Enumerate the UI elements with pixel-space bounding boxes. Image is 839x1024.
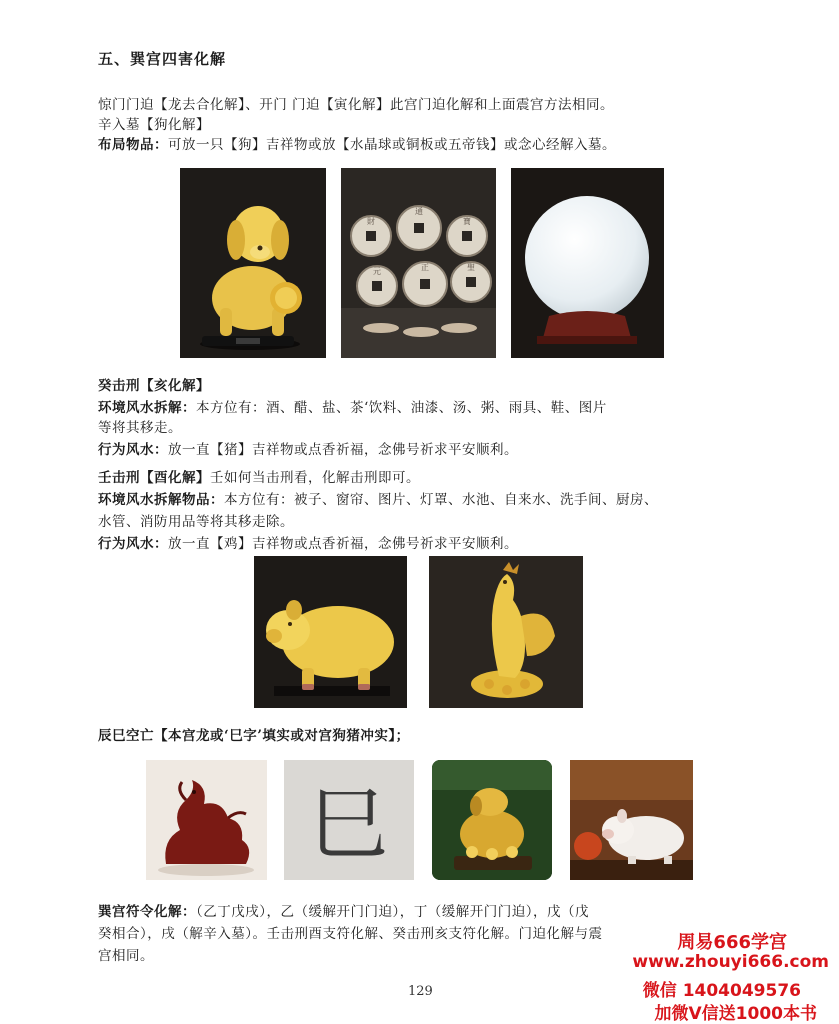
paragraph-line bbox=[98, 532, 518, 552]
label-fuling: 巽宫符令化解： bbox=[98, 904, 196, 920]
paragraph-line: 水管、消防用品等将其移走除。 bbox=[98, 514, 294, 530]
paragraph-line: 癸相合），戌（解辛入墓）。壬击刑酉支符化解、癸击刑亥支符化解。门迫化解与震 bbox=[98, 926, 603, 942]
coins-photo bbox=[341, 168, 496, 358]
label-buju: 布局物品： bbox=[98, 137, 168, 153]
white-pig-photo bbox=[570, 760, 693, 880]
text-fuling: （乙丁戊戌），乙（缓解开门门迫），丁（缓解开门门迫），戊（戊 bbox=[196, 904, 589, 920]
paragraph-line bbox=[98, 900, 589, 920]
coin-char: 財 bbox=[367, 217, 375, 226]
text-act: 放一直【鸡】吉祥物或点香祈福，念佛号祈求平安顺利。 bbox=[168, 536, 518, 552]
label-act: 行为风水： bbox=[98, 442, 168, 458]
si-character-photo bbox=[284, 760, 414, 880]
coin-char: 正 bbox=[421, 263, 429, 272]
text-act: 放一直【猪】吉祥物或点香祈福，念佛号祈求平安顺利。 bbox=[168, 442, 518, 458]
crystal-ball-photo bbox=[511, 168, 664, 358]
si-glyph: 巳 bbox=[308, 778, 388, 871]
paragraph-line bbox=[98, 488, 658, 508]
rooster-figurine-photo bbox=[429, 556, 583, 708]
golden-dog-photo bbox=[432, 760, 552, 880]
dog-figurine-photo bbox=[180, 168, 326, 358]
watermark-line: 周易666学宫 bbox=[677, 932, 787, 953]
ren-title-tail: 壬如何当击刑看，化解击刑即可。 bbox=[210, 470, 420, 486]
paragraph-line bbox=[98, 133, 616, 153]
paragraph-line bbox=[98, 396, 607, 416]
chensi-title: 辰巳空亡【本宫龙或‘巳字’填实或对宫狗猪冲实】； bbox=[98, 728, 410, 744]
red-dragon-photo bbox=[146, 760, 267, 880]
paragraph-line: 宫相同。 bbox=[98, 948, 154, 964]
text-buju: 可放一只【狗】吉祥物或放【水晶球或铜板或五帝钱】或念心经解入墓。 bbox=[168, 137, 616, 153]
paragraph-line: 等将其移走。 bbox=[98, 420, 182, 436]
paragraph-line bbox=[98, 466, 420, 486]
watermark-url: www.zhouyi666.com bbox=[632, 952, 829, 972]
coin-char: 元 bbox=[373, 267, 381, 276]
label-env: 环境风水拆解： bbox=[98, 400, 196, 416]
gui-title: 癸击刑【亥化解】 bbox=[98, 378, 210, 394]
watermark-promo: 加微V信送1000本书 bbox=[654, 1004, 817, 1024]
label-act: 行为风水： bbox=[98, 536, 168, 552]
pig-figurine-photo bbox=[254, 556, 407, 708]
paragraph-line: 辛入墓【狗化解】 bbox=[98, 117, 210, 133]
coin-char: 聖 bbox=[467, 263, 475, 272]
text-env: 本方位有：酒、醋、盐、茶‘饮料、油漆、汤、粥、雨具、鞋、图片 bbox=[196, 400, 607, 416]
watermark-wechat: 微信 1404049576 bbox=[642, 981, 801, 1001]
section-title: 五、巽宫四害化解 bbox=[98, 50, 227, 68]
label-env: 环境风水拆解物品： bbox=[98, 492, 224, 508]
page-number: 129 bbox=[408, 984, 433, 999]
text-env: 本方位有：被子、窗帘、图片、灯罩、水池、自来水、洗手间、厨房、 bbox=[224, 492, 658, 508]
paragraph-line bbox=[98, 438, 518, 458]
paragraph-line: 惊门门迫【龙去合化解】、开门 门迫【寅化解】此宫门迫化解和上面震宫方法相同。 bbox=[98, 97, 615, 113]
ren-title: 壬击刑【酉化解】 bbox=[98, 470, 210, 486]
coin-char: 寶 bbox=[463, 217, 471, 226]
coin-char: 通 bbox=[415, 207, 423, 216]
